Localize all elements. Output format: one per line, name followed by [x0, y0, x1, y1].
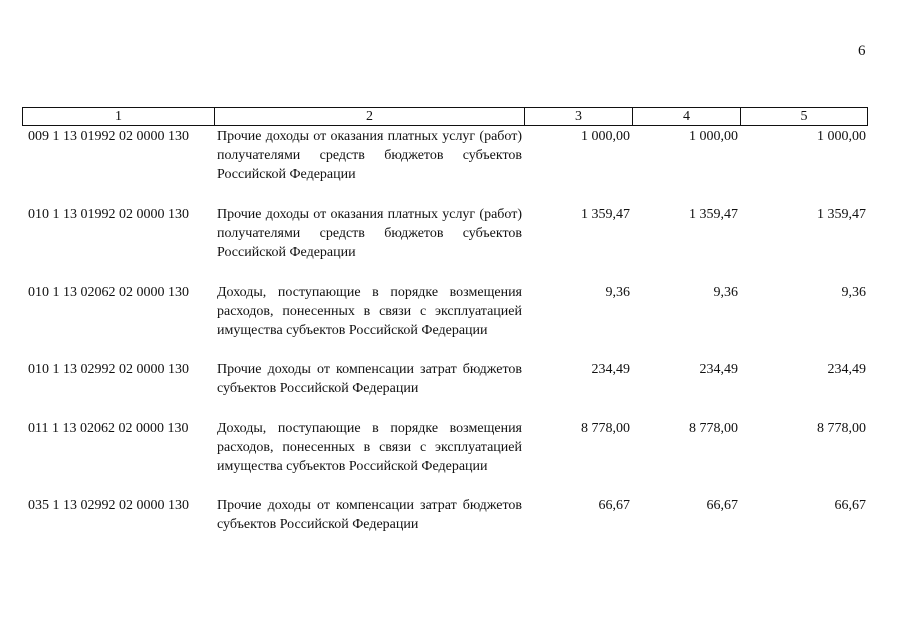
row-col5: 66,67 — [834, 498, 866, 513]
row-col5: 1 000,00 — [817, 129, 866, 144]
row-code: 010 1 13 02062 02 0000 130 — [28, 285, 189, 300]
row-col4: 66,67 — [706, 498, 738, 513]
row-description: Доходы, поступающие в порядке возмещения расходов, понесенных в связи с эксплуатацией имущества субъектов Российской Федерации — [217, 285, 522, 338]
row-col4: 234,49 — [699, 362, 738, 377]
row-description: Доходы, поступающие в порядке возмещения расходов, понесенных в связи с эксплуатацией имущества субъектов Российской Федерации — [217, 421, 522, 474]
row-code: 010 1 13 01992 02 0000 130 — [28, 207, 189, 222]
row-description: Прочие доходы от компенсации затрат бюджетов субъектов Российской Федерации — [217, 362, 522, 396]
row-col3: 1 359,47 — [581, 207, 630, 222]
header-col-3: 3 — [525, 108, 633, 125]
row-code: 011 1 13 02062 02 0000 130 — [28, 421, 189, 436]
row-col4: 8 778,00 — [689, 421, 738, 436]
row-col5: 9,36 — [841, 285, 866, 300]
row-description: Прочие доходы от оказания платных услуг (работ) получателями средств бюджетов субъектов Российской Федерации — [217, 129, 522, 182]
header-col-4: 4 — [633, 108, 741, 125]
row-code: 035 1 13 02992 02 0000 130 — [28, 498, 189, 513]
row-code: 010 1 13 02992 02 0000 130 — [28, 362, 189, 377]
table-header — [22, 107, 868, 126]
header-col-5: 5 — [800, 109, 808, 124]
row-col3: 66,67 — [598, 498, 630, 513]
row-col5: 8 778,00 — [817, 421, 866, 436]
header-col-2: 2 — [215, 108, 525, 125]
row-col4: 1 359,47 — [689, 207, 738, 222]
row-col4: 1 000,00 — [689, 129, 738, 144]
row-description: Прочие доходы от оказания платных услуг (работ) получателями средств бюджетов субъектов Российской Федерации — [217, 207, 522, 260]
row-col5: 234,49 — [827, 362, 866, 377]
page-number: 6 — [858, 43, 866, 59]
row-col5: 1 359,47 — [817, 207, 866, 222]
row-col3: 1 000,00 — [581, 129, 630, 144]
row-col3: 9,36 — [605, 285, 630, 300]
row-col3: 8 778,00 — [581, 421, 630, 436]
row-col4: 9,36 — [713, 285, 738, 300]
row-col3: 234,49 — [591, 362, 630, 377]
header-col-1: 1 — [23, 108, 215, 125]
row-code: 009 1 13 01992 02 0000 130 — [28, 129, 189, 144]
row-description: Прочие доходы от компенсации затрат бюджетов субъектов Российской Федерации — [217, 498, 522, 532]
